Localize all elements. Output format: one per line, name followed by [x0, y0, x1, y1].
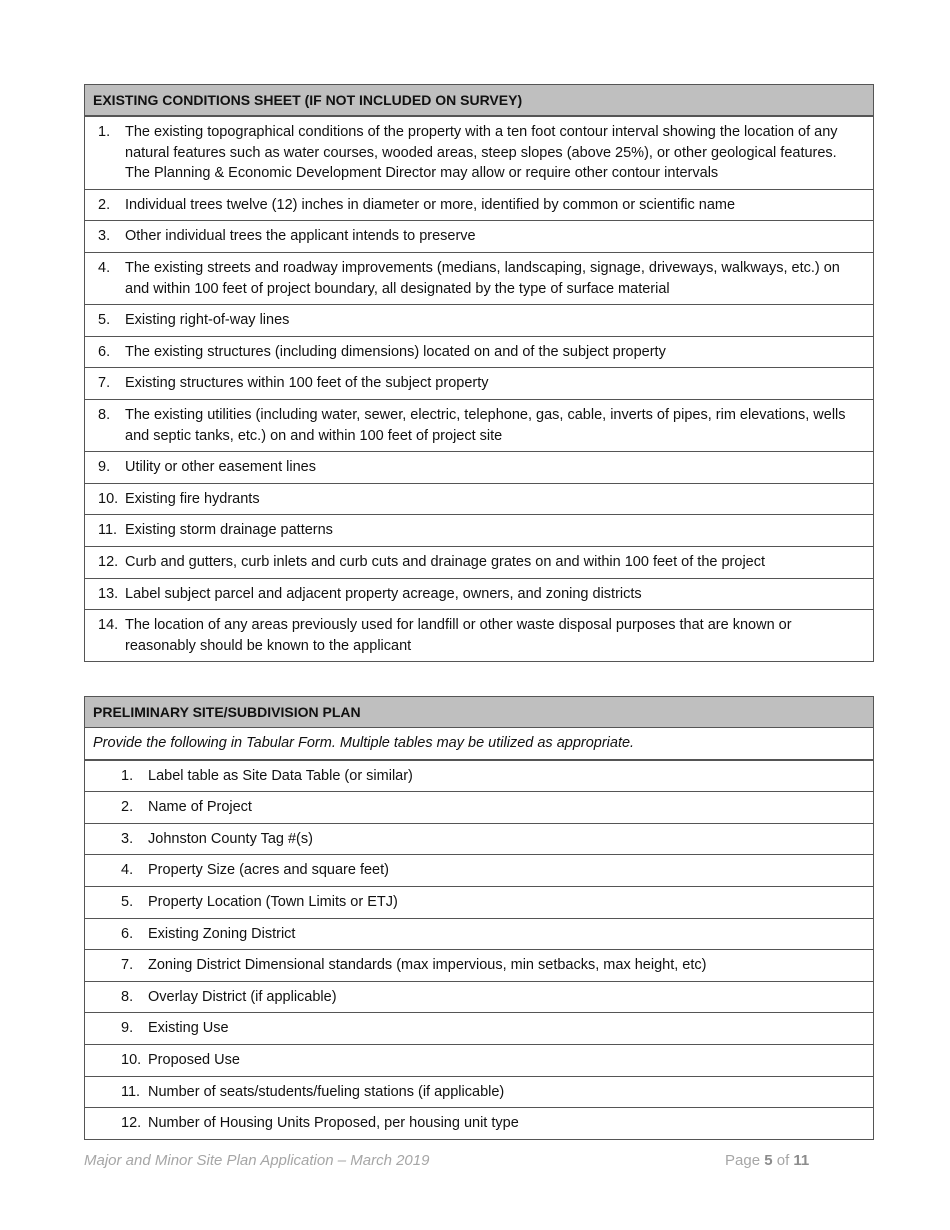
- item-number: 12.: [121, 1115, 142, 1132]
- item-text: The existing structures (including dimensions) located on and of the subject property: [125, 343, 666, 360]
- item-text: The existing utilities (including water, sewer, electric, telephone, gas, cable, inverts of pipes, rim elevations, wells and septic tanks, etc.) on and within 100 feet of project site: [125, 406, 846, 444]
- item-text: Johnston County Tag #(s): [148, 830, 313, 847]
- item-text: Number of Housing Units Proposed, per housing unit type: [148, 1115, 519, 1132]
- item-text: Utility or other easement lines: [125, 459, 316, 476]
- list-item: [85, 514, 873, 546]
- list-item: [85, 1044, 873, 1076]
- list-item: [85, 116, 873, 189]
- item-text: Existing fire hydrants: [125, 490, 260, 507]
- item-number: 5.: [98, 312, 111, 329]
- item-number: 14.: [98, 617, 119, 634]
- list-item: [85, 854, 873, 886]
- list-item: [85, 367, 873, 399]
- item-number: 1.: [98, 124, 111, 140]
- list-item: [85, 252, 873, 304]
- existing-conditions-section: [84, 84, 874, 662]
- item-text: Overlay District (if applicable): [148, 988, 337, 1005]
- item-number: 2.: [121, 799, 134, 816]
- preliminary-plan-header: PRELIMINARY SITE/SUBDIVISION PLAN: [85, 697, 873, 728]
- item-number: 6.: [98, 343, 111, 360]
- item-text: Existing Zoning District: [148, 925, 296, 942]
- list-item: [85, 823, 873, 855]
- item-text: Property Size (acres and square feet): [148, 862, 389, 879]
- list-item: [85, 791, 873, 823]
- page-total: 11: [793, 1152, 810, 1169]
- item-number: 7.: [121, 957, 134, 974]
- item-number: 3.: [121, 830, 134, 847]
- item-text: Other individual trees the applicant intends to preserve: [125, 228, 476, 245]
- list-item: [85, 981, 873, 1013]
- item-number: 10.: [121, 1051, 142, 1068]
- item-number: 4.: [121, 862, 134, 879]
- item-number: 2.: [98, 196, 111, 213]
- page-of: of: [776, 1152, 790, 1169]
- item-text: Label subject parcel and adjacent property acreage, owners, and zoning districts: [125, 585, 642, 602]
- list-item: [85, 220, 873, 252]
- item-number: 10.: [98, 490, 119, 507]
- item-text: Name of Project: [148, 799, 252, 816]
- item-text: Existing storm drainage patterns: [125, 522, 333, 539]
- preliminary-plan-intro: Provide the following in Tabular Form. Multiple tables may be utilized as appropriate.: [85, 728, 873, 760]
- item-text: Property Location (Town Limits or ETJ): [148, 893, 398, 910]
- item-text: Existing structures within 100 feet of the subject property: [125, 375, 489, 392]
- item-number: 8.: [121, 988, 134, 1005]
- item-number: 11.: [121, 1083, 141, 1100]
- list-item: [85, 760, 873, 792]
- item-number: 8.: [98, 406, 111, 423]
- item-text: The existing topographical conditions of the property with a ten foot contour interval showing the location of any natural features such as water courses, wooded areas, steep slopes (above 25%), or other geological features. The Planning & Economic Development Director may allow or require other contour intervals: [125, 124, 838, 182]
- item-number: 6.: [121, 925, 134, 942]
- item-text: Label table as Site Data Table (or similar): [148, 767, 413, 784]
- list-item: [85, 483, 873, 515]
- item-text: The location of any areas previously used for landfill or other waste disposal purposes that are known or reasonably should be known to the applicant: [125, 617, 792, 654]
- list-item: [85, 546, 873, 578]
- item-text: Proposed Use: [148, 1051, 240, 1068]
- list-item: [85, 399, 873, 451]
- item-text: Curb and gutters, curb inlets and curb cuts and drainage grates on and within 100 feet of the project: [125, 553, 766, 570]
- footer-page-number: [725, 1152, 809, 1169]
- item-number: 5.: [121, 893, 134, 910]
- item-text: Existing Use: [148, 1020, 229, 1037]
- item-number: 3.: [98, 228, 111, 245]
- list-item: [85, 451, 873, 483]
- item-text: The existing streets and roadway improvements (medians, landscaping, signage, driveways, walkways, etc.) on and within 100 feet of project boundary, all designated by the type of surface material: [125, 259, 840, 297]
- item-text: Individual trees twelve (12) inches in diameter or more, identified by common or scientific name: [125, 196, 736, 213]
- item-number: 1.: [121, 767, 134, 784]
- item-number: 12.: [98, 553, 119, 570]
- item-number: 4.: [98, 259, 111, 276]
- footer-document-title: Major and Minor Site Plan Application – March 2019: [84, 1152, 430, 1169]
- list-item: [85, 886, 873, 918]
- item-text: Existing right-of-way lines: [125, 312, 290, 329]
- list-item: [85, 189, 873, 221]
- list-item: [85, 336, 873, 368]
- list-item: [85, 1012, 873, 1044]
- list-item: [85, 949, 873, 981]
- item-number: 9.: [121, 1020, 134, 1037]
- item-text: Number of seats/students/fueling stations (if applicable): [148, 1083, 505, 1100]
- page-prefix: Page: [725, 1152, 761, 1169]
- item-text: Zoning District Dimensional standards (max impervious, min setbacks, max height, etc): [148, 957, 707, 974]
- preliminary-plan-section: [84, 696, 874, 1140]
- list-item: [85, 609, 873, 661]
- list-item: [85, 304, 873, 336]
- list-item: [85, 1107, 873, 1139]
- existing-conditions-header: EXISTING CONDITIONS SHEET (IF NOT INCLUDED ON SURVEY): [85, 85, 873, 116]
- list-item: [85, 1076, 873, 1108]
- page-current: 5: [764, 1152, 773, 1169]
- item-number: 9.: [98, 459, 111, 476]
- list-item: [85, 918, 873, 950]
- item-number: 13.: [98, 585, 119, 602]
- list-item: [85, 578, 873, 610]
- item-number: 7.: [98, 375, 111, 392]
- item-number: 11.: [98, 522, 118, 539]
